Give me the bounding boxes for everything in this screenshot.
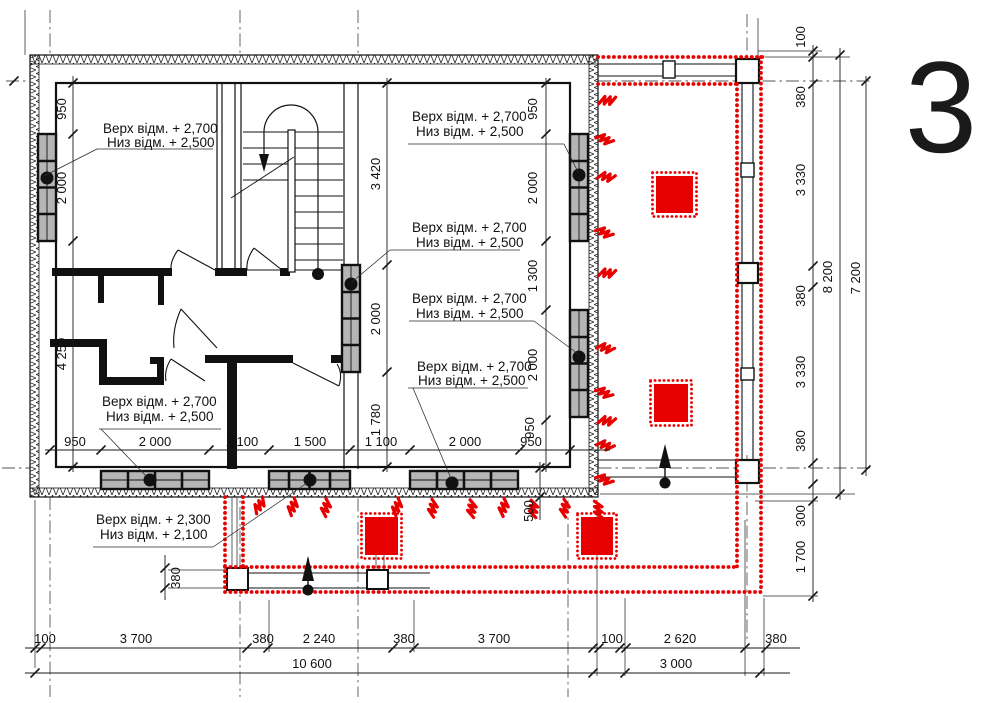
dim-right-outer-2: 380 <box>793 86 808 108</box>
note-line: Верх відм. + 2,700 <box>412 109 527 124</box>
dim-bottom-outer-7: 100 <box>601 631 623 646</box>
dim-right-inner-3: 1 300 <box>525 259 540 293</box>
dim-right-inner-4: 2 000 <box>525 348 540 382</box>
entrance-marker-porch <box>302 556 314 596</box>
dim-mid-2: 2 000 <box>368 302 383 336</box>
note-line: Низ відм. + 2,500 <box>416 235 524 250</box>
dim-total-height-1: 8 200 <box>820 260 835 294</box>
note-line: Верх відм. + 2,700 <box>412 220 527 235</box>
railing-post <box>741 163 754 177</box>
porch-column-right <box>367 570 388 589</box>
note-line: Низ відм. + 2,500 <box>106 409 214 424</box>
note-line: Низ відм. + 2,500 <box>107 135 215 150</box>
dim-bottom-inner-2: 2 000 <box>138 434 172 449</box>
dim-porch-column: 380 <box>168 567 183 589</box>
note-line: Низ відм. + 2,500 <box>416 124 524 139</box>
red-column <box>581 517 613 555</box>
dim-mid-1: 3 420 <box>368 157 383 191</box>
dim-wall-thickness: 500 <box>521 500 536 522</box>
dim-right-outer-1: 100 <box>793 26 808 48</box>
terrace-column-se <box>736 460 759 483</box>
dim-bottom-outer-3: 380 <box>252 631 274 646</box>
red-column <box>654 384 688 422</box>
dim-total-height-2: 7 200 <box>848 261 863 295</box>
dim-left-3: 4 250 <box>54 337 69 371</box>
dim-left-1: 950 <box>54 98 69 120</box>
dim-bottom-outer-4: 2 240 <box>302 631 336 646</box>
red-column <box>365 517 398 555</box>
dim-right-outer-3: 3 330 <box>793 163 808 197</box>
dim-bottom-inner-6: 2 000 <box>448 434 482 449</box>
note-line: Верх відм. + 2,700 <box>102 394 217 409</box>
wall-hatch-left <box>30 55 39 497</box>
stair-stringer <box>288 130 295 272</box>
note-line: Низ відм. + 2,500 <box>418 373 526 388</box>
sheet-number: 3 <box>904 34 978 180</box>
dim-bottom-inner-7: 950 <box>520 434 542 449</box>
dim-bottom-outer-1: 100 <box>34 631 56 646</box>
dim-right-outer-8: 1 700 <box>793 540 808 574</box>
dim-bottom-inner-5: 1 100 <box>364 434 398 449</box>
dim-right-inner-5: 950 <box>522 417 537 439</box>
dim-right-outer-6: 380 <box>793 430 808 452</box>
dim-bottom-outer-2: 3 700 <box>119 631 153 646</box>
dim-right-inner-1: 950 <box>525 98 540 120</box>
dim-left-2: 2 000 <box>54 171 69 205</box>
red-column <box>656 176 693 213</box>
dim-bottom-outer-9: 380 <box>765 631 787 646</box>
terrace-column-e <box>738 263 758 283</box>
dim-terrace-width: 3 000 <box>659 656 693 671</box>
terrace-column-ne <box>736 59 759 83</box>
window-bottom-3 <box>410 471 518 489</box>
stair-walk-line-dot <box>312 268 324 280</box>
dim-right-outer-4: 380 <box>793 285 808 307</box>
dim-bottom-outer-5: 380 <box>393 631 415 646</box>
note-line: Верх відм. + 2,700 <box>417 359 532 374</box>
wall-hatch-right <box>589 55 598 497</box>
porch-column-left <box>227 568 248 590</box>
note-line: Низ відм. + 2,500 <box>416 306 524 321</box>
dim-bottom-inner-4: 1 500 <box>293 434 327 449</box>
dim-right-inner-2: 2 000 <box>525 171 540 205</box>
dim-right-outer-5: 3 330 <box>793 355 808 389</box>
dim-bottom-inner-1: 950 <box>64 434 86 449</box>
note-line: Низ відм. + 2,100 <box>100 527 208 542</box>
dim-bottom-outer-8: 2 620 <box>663 631 697 646</box>
dim-total-width: 10 600 <box>292 656 332 671</box>
entrance-marker-terrace <box>659 444 671 489</box>
dim-bottom-outer-6: 3 700 <box>477 631 511 646</box>
note-line: Верх відм. + 2,700 <box>103 121 218 136</box>
dim-mid-3: 1 780 <box>368 403 383 437</box>
railing-post <box>741 368 754 380</box>
dim-bottom-inner-3: 1 100 <box>225 434 259 449</box>
window-right-1 <box>570 134 588 241</box>
dim-right-outer-7: 300 <box>793 505 808 527</box>
note-line: Верх відм. + 2,300 <box>96 512 211 527</box>
wall-hatch-top <box>30 55 598 64</box>
door-jamb-hall <box>215 268 247 276</box>
railing-post <box>663 61 675 78</box>
note-line: Верх відм. + 2,700 <box>412 291 527 306</box>
